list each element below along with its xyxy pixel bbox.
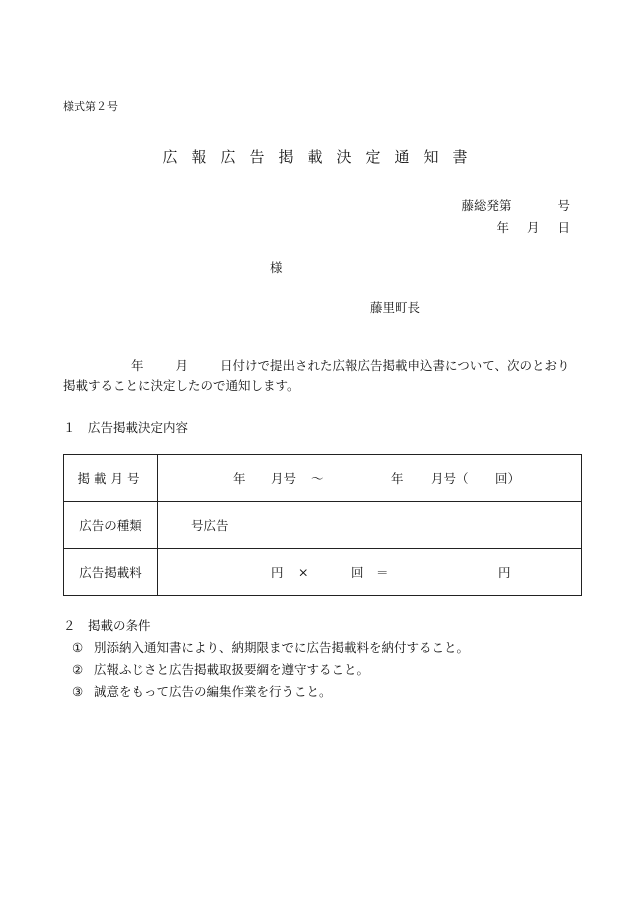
- table-row-type: [64, 502, 582, 549]
- row-value-issue: [158, 455, 582, 502]
- fee-equals: ＝: [376, 565, 389, 580]
- issue-start-year: 年: [233, 471, 246, 486]
- reference-number-prefix: 藤総発第: [461, 198, 512, 213]
- form-number: 様式第２号: [63, 100, 118, 113]
- fee-total-yen: 円: [498, 565, 511, 580]
- issue-date-day: 日: [557, 220, 570, 235]
- decision-table: [63, 454, 582, 596]
- row-label-issue: 掲載月号: [64, 455, 158, 502]
- condition-number: ②: [72, 662, 84, 677]
- table-row-fee: [64, 549, 582, 596]
- fee-unit-yen: 円: [271, 565, 284, 580]
- reference-number-suffix: 号: [557, 198, 570, 213]
- row-value-type: [158, 502, 582, 549]
- issue-start-month: 月号: [271, 471, 297, 486]
- row-value-fee: [158, 549, 582, 596]
- addressee-honorific: 様: [270, 260, 283, 275]
- condition-text: 広報ふじさと広告掲載取扱要綱を遵守すること。: [94, 662, 370, 677]
- table-row-issue: [64, 455, 582, 502]
- document-title: 広報広告掲載決定通知書: [162, 148, 482, 166]
- issue-date: [496, 218, 570, 236]
- condition-item: [72, 638, 469, 656]
- sender-name: 藤里町長: [370, 300, 421, 315]
- issue-end-year: 年: [391, 471, 404, 486]
- section1-heading: １ 広告掲載決定内容: [63, 420, 189, 435]
- notice-text-line1: 日付けで提出された広報広告掲載申込書について、次のとおり: [220, 358, 570, 373]
- row-label-type: 広告の種類: [64, 502, 158, 549]
- fee-times: ×: [298, 564, 309, 580]
- ad-type-value: 号広告: [191, 518, 229, 533]
- condition-item: [72, 682, 332, 700]
- condition-text: 誠意をもって広告の編集作業を行うこと。: [94, 684, 332, 699]
- notice-text-line2: 掲載することに決定したので通知します。: [63, 378, 300, 393]
- condition-item: [72, 660, 369, 678]
- row-label-fee: 広告掲載料: [64, 549, 158, 596]
- condition-number: ③: [72, 684, 84, 699]
- notice-year: 年: [131, 358, 144, 373]
- issue-count: 回）: [495, 471, 521, 486]
- condition-number: ①: [72, 640, 84, 655]
- issue-date-year: 年: [496, 220, 509, 235]
- issue-end-month: 月号（: [431, 471, 469, 486]
- issue-date-month: 月: [526, 220, 540, 235]
- fee-count: 回: [351, 565, 364, 580]
- notice-body-line1: [63, 356, 583, 376]
- notice-month: 月: [175, 358, 189, 373]
- section2-heading: ２ 掲載の条件: [63, 618, 151, 633]
- issue-range-tilde: ～: [311, 471, 324, 486]
- condition-text: 別添納入通知書により、納期限までに広告掲載料を納付すること。: [94, 640, 470, 655]
- notice-body: [63, 356, 583, 396]
- reference-number: [461, 196, 570, 214]
